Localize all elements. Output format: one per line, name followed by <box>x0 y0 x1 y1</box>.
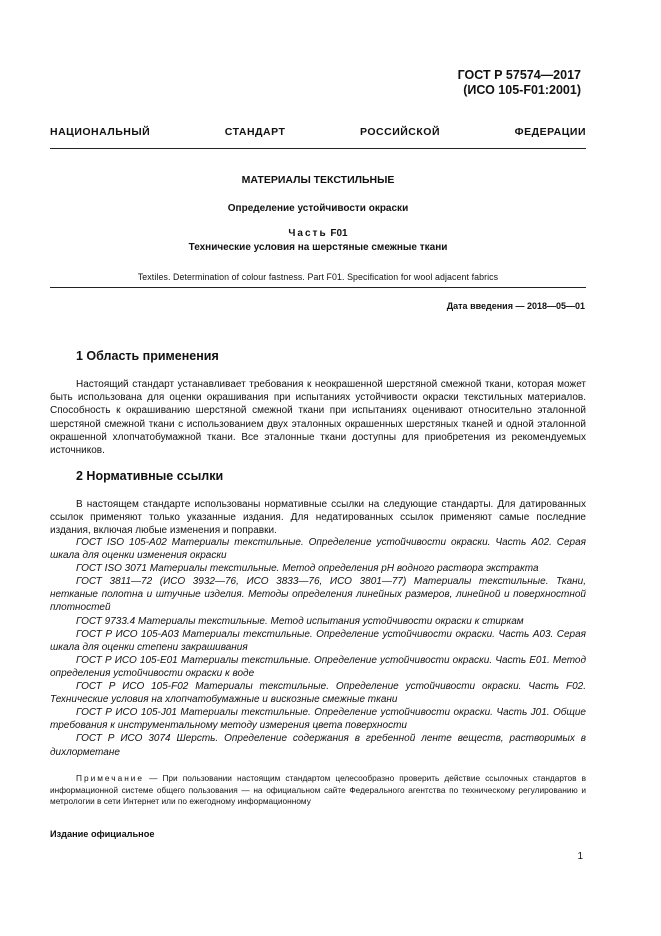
reference-item: ГОСТ Р ИСО 105-А03 Материалы текстильные. Определение устойчивости окраски. Часть А03. Серая шкала для оценки степени закрашивания <box>50 628 586 653</box>
reference-item: ГОСТ Р ИСО 105-J01 Материалы текстильные. Определение устойчивости окраски. Часть J01. Общие требования к инструментальному методу измерения цвета поверхности <box>50 707 586 732</box>
reference-item: ГОСТ 9733.4 Материалы текстильные. Метод испытания устойчивости окраски к стиркам <box>76 615 524 627</box>
section-1-text <box>50 378 586 457</box>
reference-item: ГОСТ Р ИСО 105-F02 Материалы текстильные. Определение устойчивости окраски. Часть F02. Технические условия на хлопчатобумажные и вискозные смежные ткани <box>50 681 586 706</box>
national-standard-banner: НАЦИОНАЛЬНЫЙ СТАНДАРТ РОССИЙСКОЙ ФЕДЕРАЦИИ <box>50 126 586 138</box>
note-text: — При пользовании настоящим стандартом целесообразно проверить действие ссылочных стандартов в информационной системе общего пользования — на официальном сайте Федерального агентства по техническому регулированию и метрологии в сети Интернет или по ежегодному информационному <box>50 773 586 806</box>
part-title: Технические условия на шерстяные смежные ткани <box>188 242 448 253</box>
reference-item: ГОСТ 3811—72 (ИСО 3932—76, ИСО 3833—76, ИСО 3801—77) Материалы текстильные. Ткани, нетканые полотна и штучные изделия. Методы определения линейных размеров, линейной и поверхностной плотностей <box>50 576 586 614</box>
page-number: 1 <box>577 851 583 862</box>
references-list <box>50 536 586 759</box>
header-divider <box>50 148 586 149</box>
section-1-heading: 1 Область применения <box>76 349 219 363</box>
section-2-heading: 2 Нормативные ссылки <box>76 469 224 483</box>
english-title: Textiles. Determination of colour fastness. Part F01. Specification for wool adjacent fabrics <box>137 272 499 282</box>
note-label: Примечание <box>76 773 145 783</box>
part-label: Часть <box>288 228 328 239</box>
reference-item: ГОСТ Р ИСО 3074 Шерсть. Определение содержания в гребенной ленте веществ, растворимых в дихлорметане <box>50 733 586 758</box>
note-block <box>50 773 586 808</box>
section-1-paragraph: Настоящий стандарт устанавливает требования к неокрашенной шерстяной смежной ткани, которая может быть использована для оценки окрашивания при испытаниях устойчивости окраски текстильных материалов. Способность к окрашиванию шерстяной смежной ткани при испытаниях оценивают относительно эталонной шерстяной смежной ткани с использованием двух эталонных окрашенных шерстяных тканей и одной эталонной окрашенной хлопчатобумажной ткани. Все эталонные ткани доступны для приобретения из рекомендуемых источников. <box>50 379 586 457</box>
official-edition-label: Издание официальное <box>50 829 155 839</box>
section-2-intro-paragraph: В настоящем стандарте использованы нормативные ссылки на следующие стандарты. Для датированных ссылок применяют только указанные издания. Для недатированных ссылок применяют самые последние издания, включая любые изменения и поправки. <box>50 499 586 537</box>
part-number: F01 <box>330 228 348 239</box>
reference-item: ГОСТ ISO 3071 Материалы текстильные. Метод определения pH водного раствора экстракта <box>76 563 539 575</box>
reference-item: ГОСТ Р ИСО 105-Е01 Материалы текстильные. Определение устойчивости окраски. Часть Е01. Метод определения устойчивости окраски к воде <box>50 654 586 679</box>
iso-code: (ИСО 105-F01:2001) <box>463 83 581 97</box>
section-2-intro <box>50 498 586 538</box>
document-subtitle: Определение устойчивости окраски <box>227 203 409 214</box>
introduction-date: Дата введения — 2018—05—01 <box>446 301 585 311</box>
part-heading <box>50 228 586 239</box>
title-divider <box>50 287 586 288</box>
document-title: МАТЕРИАЛЫ ТЕКСТИЛЬНЫЕ <box>241 174 395 186</box>
reference-item: ГОСТ ISO 105-A02 Материалы текстильные. Определение устойчивости окраски. Часть А02. Серая шкала для оценки изменения окраски <box>50 537 586 562</box>
standard-code: ГОСТ Р 57574—2017 <box>457 68 581 82</box>
